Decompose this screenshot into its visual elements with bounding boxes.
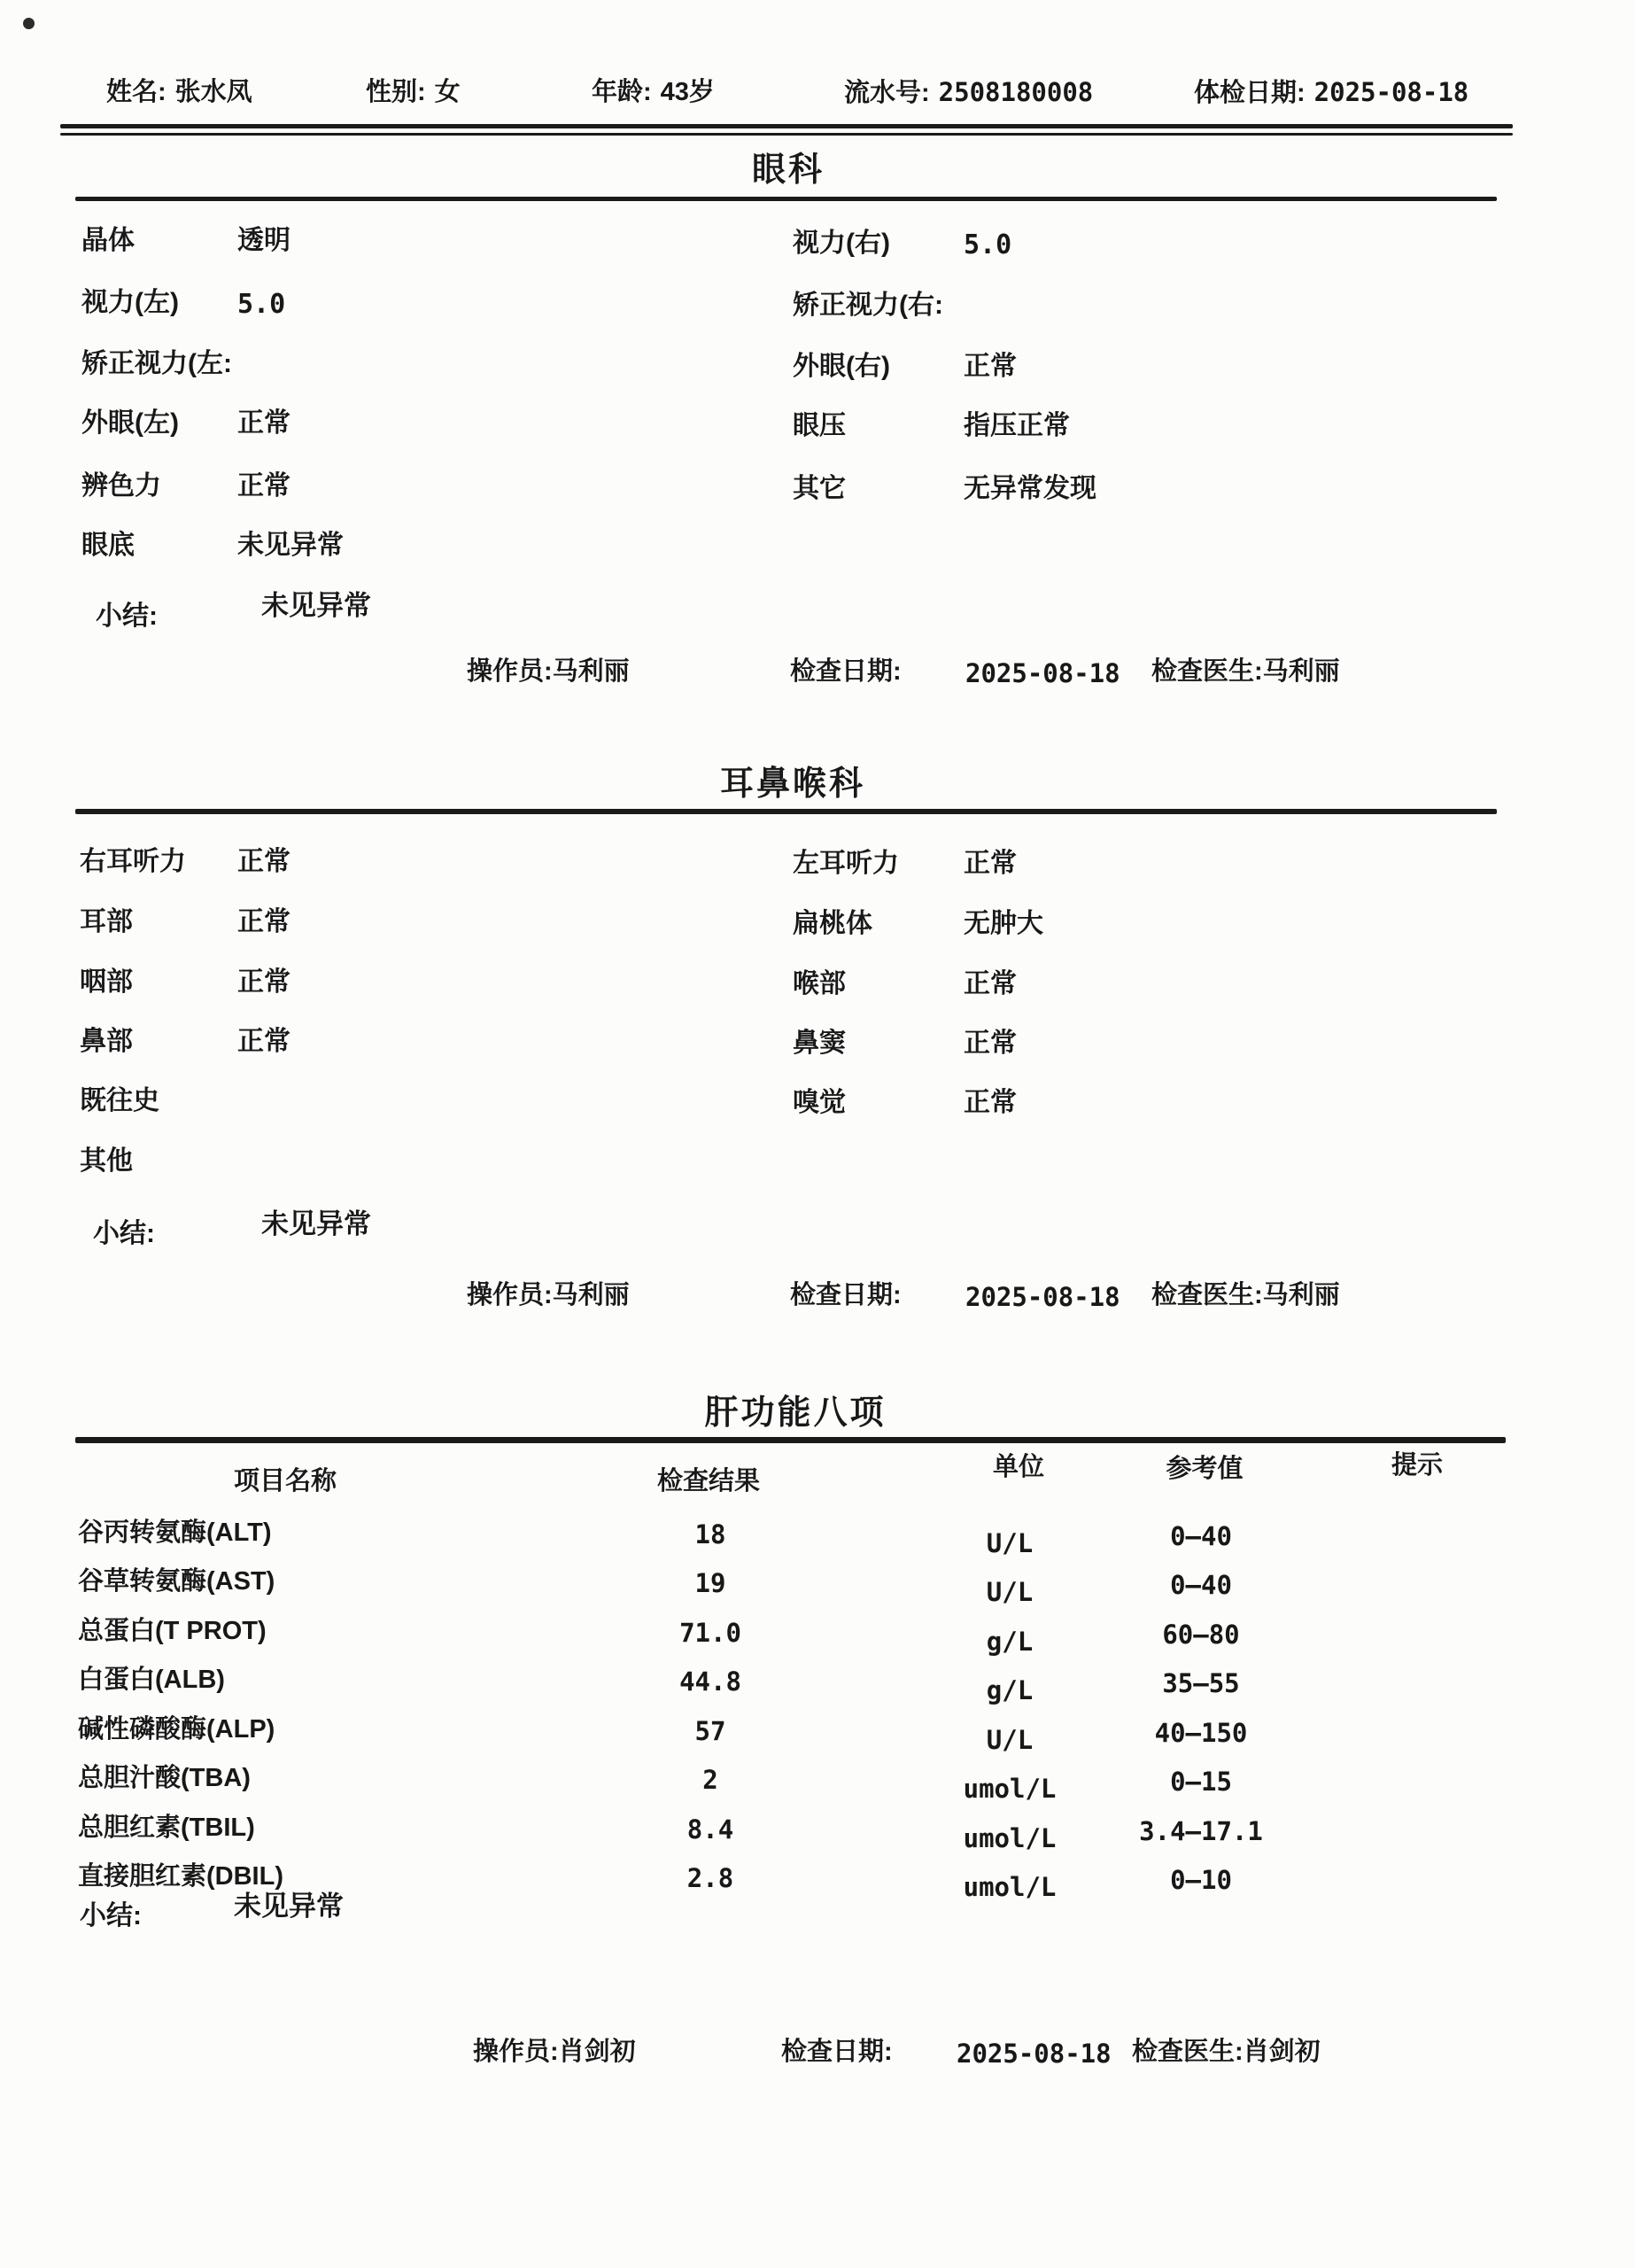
liver-item-result: 57 [694, 1716, 726, 1746]
eye-row-label: 外眼(右) [793, 352, 890, 381]
liver-item-unit: U/L [986, 1528, 1034, 1558]
ent-summary-label: 小结: [93, 1219, 155, 1248]
eye-row-value: 5.0 [964, 229, 1012, 260]
eye-row-label: 矫正视力(右: [793, 291, 943, 320]
liver-item-name: 白蛋白(ALB) [78, 1666, 225, 1694]
serial-label: 流水号: [844, 79, 930, 107]
ent-row-value: 正常 [964, 849, 1017, 878]
ent-row-value: 正常 [964, 969, 1017, 998]
eye-doctor: 检查医生:马利丽 [1151, 657, 1340, 686]
liver-item-unit: U/L [986, 1577, 1034, 1607]
ent-row-label: 右耳听力 [80, 847, 186, 876]
liver-col-header-hint: 提示 [1391, 1451, 1444, 1480]
liver-item-name: 谷丙转氨酶(ALT) [78, 1518, 272, 1547]
eye-check-date-label: 检查日期: [790, 657, 902, 686]
eye-section-rule [75, 197, 1497, 201]
liver-item-name: 总胆汁酸(TBA) [78, 1764, 251, 1792]
liver-section-title: 肝功能八项 [704, 1394, 887, 1432]
liver-item-result: 71.0 [679, 1618, 741, 1648]
ent-section-rule [75, 809, 1497, 814]
ent-check-date-label: 检查日期: [790, 1281, 902, 1309]
liver-item-unit: umol/L [963, 1823, 1057, 1853]
ent-check-date: 2025-08-18 [965, 1282, 1120, 1312]
ent-row-label: 喉部 [793, 969, 846, 998]
ent-row-label: 扁桃体 [793, 909, 872, 938]
ent-row-label: 鼻窦 [793, 1029, 846, 1058]
header-divider-top [60, 124, 1513, 128]
ent-row-label: 咽部 [80, 967, 133, 997]
eye-row-value: 指压正常 [964, 411, 1070, 440]
ent-row-value: 正常 [237, 967, 291, 997]
liver-item-result: 2.8 [686, 1863, 734, 1893]
liver-item-ref: 0—40 [1170, 1521, 1232, 1551]
eye-row-value: 透明 [237, 226, 291, 255]
liver-summary-value: 未见异常 [234, 1891, 344, 1922]
liver-item-result: 8.4 [686, 1814, 734, 1845]
scan-artifact-dot [23, 18, 35, 29]
header-field-gender [366, 80, 461, 105]
liver-item-unit: g/L [986, 1675, 1034, 1705]
liver-col-header-ref: 参考值 [1166, 1455, 1244, 1483]
liver-item-result: 2 [702, 1765, 718, 1795]
eye-row-label: 眼压 [793, 411, 846, 440]
liver-item-ref: 35—55 [1162, 1668, 1240, 1698]
header-field-exam-date [1194, 77, 1469, 107]
liver-item-result: 19 [694, 1568, 726, 1598]
ent-row-label: 左耳听力 [793, 849, 899, 878]
eye-summary-value: 未见异常 [261, 590, 371, 621]
liver-item-ref: 60—80 [1162, 1619, 1240, 1650]
ent-row-label: 耳部 [80, 907, 133, 936]
ent-row-label: 其他 [80, 1146, 133, 1176]
liver-item-unit: umol/L [963, 1774, 1057, 1804]
eye-section-title: 眼科 [751, 151, 825, 189]
liver-summary-label: 小结: [80, 1901, 142, 1930]
header-divider-bottom [60, 133, 1513, 136]
age-label: 年龄: [592, 78, 652, 106]
liver-item-unit: umol/L [963, 1872, 1057, 1902]
eye-row-value: 正常 [237, 408, 291, 438]
eye-summary-label: 小结: [96, 602, 158, 631]
liver-item-name: 碱性磷酸酶(ALP) [78, 1715, 275, 1744]
liver-item-result: 44.8 [679, 1666, 741, 1697]
ent-row-value: 正常 [964, 1088, 1017, 1117]
gender-label: 性别: [366, 78, 426, 106]
ent-row-value: 无肿大 [964, 909, 1043, 938]
eye-row-value: 5.0 [237, 289, 286, 320]
name-value: 张水凤 [174, 78, 252, 106]
liver-item-unit: g/L [986, 1627, 1034, 1657]
eye-row-label: 矫正视力(左: [81, 349, 232, 378]
liver-item-ref: 3.4—17.1 [1139, 1816, 1263, 1846]
liver-col-header-name: 项目名称 [233, 1467, 337, 1495]
ent-row-label: 鼻部 [80, 1027, 133, 1056]
liver-item-ref: 0—15 [1170, 1767, 1232, 1797]
liver-item-name: 总蛋白(T PROT) [78, 1617, 267, 1645]
liver-item-name: 总胆红素(TBIL) [78, 1814, 255, 1842]
age-value: 43岁 [660, 78, 715, 106]
eye-row-label: 视力(右) [793, 229, 890, 258]
liver-item-ref: 0—10 [1170, 1865, 1232, 1895]
name-label: 姓名: [106, 78, 167, 106]
exam-date-value: 2025-08-18 [1313, 77, 1469, 107]
liver-col-header-result: 检查结果 [656, 1467, 761, 1495]
eye-operator: 操作员:马利丽 [467, 657, 630, 686]
ent-doctor: 检查医生:马利丽 [1151, 1281, 1340, 1309]
eye-row-value: 正常 [237, 471, 291, 501]
ent-row-value: 正常 [237, 1027, 291, 1056]
ent-row-label: 既往史 [80, 1086, 159, 1115]
header-field-serial [844, 77, 1094, 107]
serial-value: 2508180008 [938, 77, 1094, 107]
ent-row-value: 正常 [964, 1029, 1017, 1058]
eye-row-label: 辨色力 [81, 471, 161, 501]
ent-section-title: 耳鼻喉科 [719, 765, 866, 803]
eye-row-label: 外眼(左) [81, 408, 179, 438]
eye-check-date: 2025-08-18 [965, 658, 1120, 688]
header-field-name [106, 80, 252, 105]
liver-item-result: 18 [694, 1519, 726, 1550]
liver-operator: 操作员:肖剑初 [473, 2038, 636, 2066]
liver-section-rule [75, 1437, 1506, 1443]
liver-item-name: 谷草转氨酶(AST) [78, 1567, 275, 1596]
ent-row-value: 正常 [237, 907, 291, 936]
ent-operator: 操作员:马利丽 [467, 1281, 630, 1309]
liver-col-header-unit: 单位 [992, 1453, 1045, 1481]
eye-row-value: 无异常发现 [964, 474, 1096, 503]
header-field-age [592, 80, 715, 105]
liver-item-ref: 0—40 [1170, 1570, 1232, 1600]
exam-date-label: 体检日期: [1194, 79, 1306, 107]
ent-row-value: 正常 [237, 847, 291, 876]
gender-value: 女 [434, 78, 461, 106]
liver-doctor: 检查医生:肖剑初 [1132, 2038, 1321, 2066]
liver-check-date: 2025-08-18 [957, 2039, 1112, 2069]
eye-row-label: 其它 [793, 474, 846, 503]
eye-row-value: 正常 [964, 352, 1017, 381]
liver-item-unit: U/L [986, 1725, 1034, 1755]
eye-row-value: 未见异常 [237, 531, 344, 560]
liver-item-ref: 40—150 [1154, 1718, 1248, 1748]
liver-check-date-label: 检查日期: [781, 2038, 893, 2066]
ent-summary-value: 未见异常 [261, 1208, 371, 1239]
ent-row-label: 嗅觉 [793, 1088, 846, 1117]
eye-row-label: 眼底 [81, 531, 135, 560]
eye-row-label: 视力(左) [81, 288, 179, 317]
liver-item-name: 直接胆红素(DBIL) [78, 1862, 283, 1891]
eye-row-label: 晶体 [81, 226, 135, 255]
